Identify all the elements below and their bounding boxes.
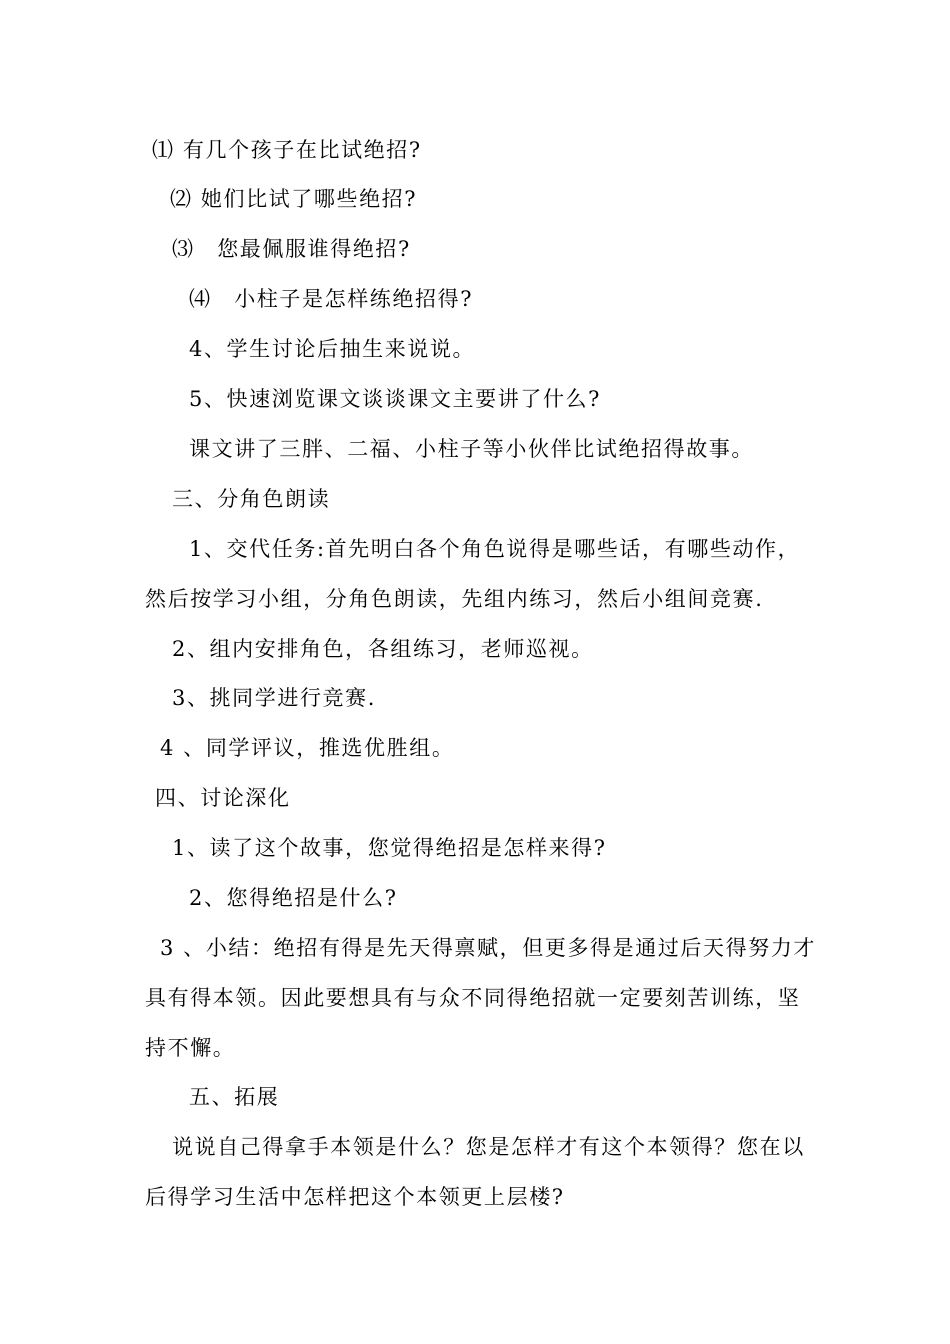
question-2: ⑵ 她们比试了哪些绝招? — [170, 187, 418, 211]
section-3-item-1-cont: 然后按学习小组，分角色朗读，先组内练习，然后小组间竞赛. — [145, 587, 764, 611]
section-3-item-2: 2、组内安排角色，各组练习，老师巡视。 — [172, 637, 594, 661]
step-5-answer: 课文讲了三胖、二福、小柱子等小伙伴比试绝招得故事。 — [189, 437, 754, 461]
question-4: ⑷ 小柱子是怎样练绝招得? — [189, 287, 474, 311]
section-3-item-3: 3、挑同学进行竞赛. — [172, 686, 377, 710]
section-4-item-3-cont-1: 具有得本领。因此要想具有与众不同得绝招就一定要刻苦训练，坚 — [145, 986, 801, 1010]
section-5-body: 说说自己得拿手本领是什么？您是怎样才有这个本领得？您在以 — [172, 1135, 805, 1159]
section-3-item-1: 1、交代任务:首先明白各个角色说得是哪些话，有哪些动作， — [189, 537, 801, 561]
section-3-item-4: 4 、同学评议，推选优胜组。 — [160, 736, 455, 760]
question-3: ⑶ 您最佩服谁得绝招? — [172, 237, 411, 261]
section-4-item-3: 3 、小结：绝招有得是先天得禀赋，但更多得是通过后天得努力才 — [160, 936, 817, 960]
section-4-item-2: 2、您得绝招是什么? — [189, 886, 398, 910]
step-5: 5、快速浏览课文谈谈课文主要讲了什么? — [189, 387, 602, 411]
section-4-heading: 四、讨论深化 — [155, 786, 291, 810]
section-5-heading: 五、拓展 — [189, 1085, 280, 1109]
section-3-heading: 三、分角色朗读 — [172, 487, 331, 511]
section-4-item-1: 1、读了这个故事，您觉得绝招是怎样来得? — [172, 836, 607, 860]
section-5-body-cont: 后得学习生活中怎样把这个本领更上层楼? — [145, 1185, 565, 1209]
question-1: ⑴ 有几个孩子在比试绝招? — [152, 138, 422, 162]
section-4-item-3-cont-2: 持不懈。 — [145, 1036, 236, 1060]
step-4: 4、学生讨论后抽生来说说。 — [189, 337, 476, 361]
